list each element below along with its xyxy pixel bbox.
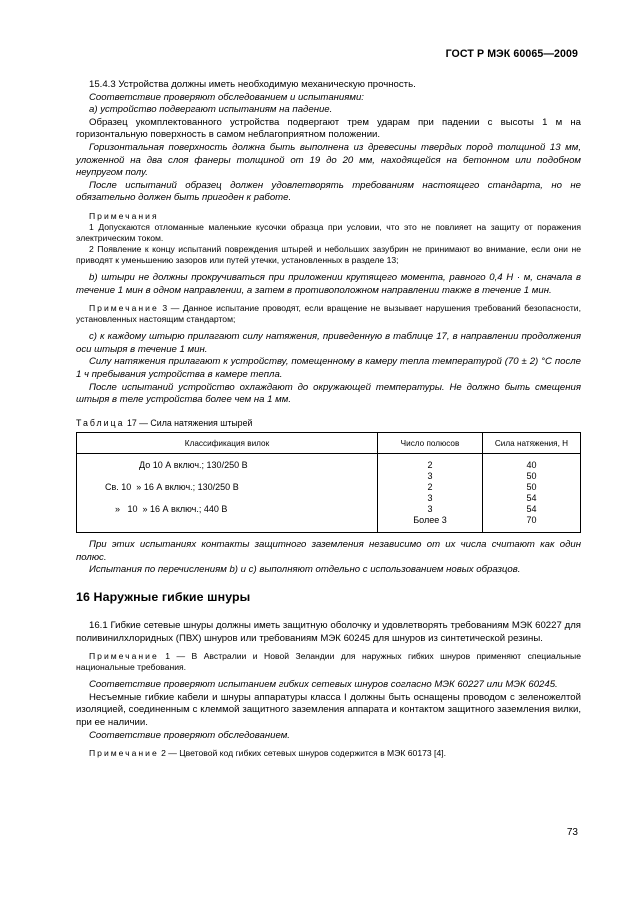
item-b: b) штыри не должны прокручиваться при приложении крутящего момента, равного 0,4 Н · м, сначала в течение 1 мин в одном направлении, а затем в противоположном направлении также в течение 1 мин.	[76, 271, 581, 296]
class-prefix: Св. 10 »	[105, 482, 142, 493]
force-value: 54	[526, 504, 537, 515]
class-prefix: » 10 »	[115, 504, 148, 515]
header-classification: Классификация вилок	[77, 433, 378, 454]
class-text: 16 А включ.; 440 В	[150, 504, 228, 515]
class-row-1	[135, 460, 373, 482]
class-text: 10 А включ.; 130/250 В	[152, 460, 248, 471]
force-value: 50	[526, 482, 537, 493]
poles-cell	[378, 454, 483, 533]
after-test-paragraph: После испытаний образец должен удовлетворять требованиям настоящего стандарта, но не обязательно должен быть пригоден к работе.	[76, 179, 581, 204]
poles-value: 3	[427, 493, 433, 504]
note-2: 2 Появление к концу испытаний повреждения штырей и небольших зазубрин не принимают во внимание, если они не приводят к уменьшению зазоров или путей утечки, установленных в разделе 13;	[76, 243, 581, 265]
standard-code-header: ГОСТ Р МЭК 60065—2009	[445, 48, 578, 60]
poles-value: 3	[427, 471, 433, 482]
clause-16-1: 16.1 Гибкие сетевые шнуры должны иметь защитную оболочку и удовлетворять требованиям МЭК 60227 для поливинилхлоридных (ПВХ) шнуров или требованиям МЭК 60245 для шнуров из синтетической резины.	[76, 620, 581, 644]
page-content	[76, 79, 581, 759]
poles-value: 3	[427, 504, 433, 515]
separate-tests-paragraph: Испытания по перечислениям b) и с) выполняют отдельно с использованием новых образцов.	[89, 564, 521, 576]
note-1: 1 Допускаются отломанные маленькие кусочки образца при условии, что это не повлияет на защиту от поражения электрическим током.	[76, 221, 581, 243]
item-c: с) к каждому штырю прилагают силу натяжения, приведенную в таблице 17, в направлении продолжения оси штыря в течение 1 мин.	[76, 331, 581, 355]
page-number: 73	[566, 827, 578, 838]
item-a: а) устройство подвергают испытаниям на падение.	[89, 104, 333, 116]
force-value: 40	[526, 460, 537, 471]
force-value: 54	[526, 493, 537, 504]
poles-value: Более 3	[413, 515, 447, 526]
surface-paragraph: Горизонтальная поверхность должна быть выполнена из древесины твердых пород толщиной 13 мм, уложенной на два слоя фанеры толщиной от 19 до 20 мм, находящейся на бетонном или подобном неупругом полу.	[76, 141, 581, 179]
compliance-inspection: Соответствие проверяют обследованием.	[89, 729, 290, 741]
table-row	[77, 454, 581, 533]
section-16-title: 16 Наружные гибкие шнуры	[76, 590, 251, 605]
ground-contact-paragraph: При этих испытаниях контакты защитного заземления независимо от их числа считают как один полюс.	[76, 539, 581, 563]
drop-test-paragraph: Образец укомплектованного устройства подвергают трем ударам при падении с высоты 1 м на горизонтальную поверхность в самом неблагоприятном положении.	[76, 116, 581, 141]
class-i-cords: Несъемные гибкие кабели и шнуры аппаратуры класса I должны быть оснащены проводом с зеленожелтой изоляцией, соединенным с клеммой защитного заземления аппарата и контактом защитного заземления вилки, при ее наличии.	[76, 691, 581, 729]
note-3-text: 3 — Данное испытание проводят, если вращение не вызывает нарушения требований безопасности, установленных настоящим стандартом;	[76, 303, 581, 325]
note-label: Примечание	[89, 651, 159, 662]
section16-note-2	[76, 748, 581, 759]
note-text: 1 — В Австралии и Новой Зеландии для наружных гибких шнуров применяют специальные национальные требования.	[76, 651, 581, 673]
compliance-cords: Соответствие проверяют испытанием гибких сетевых шнуров согласно МЭК 60227 или МЭК 60245.	[89, 679, 558, 691]
cooling-paragraph: После испытаний устройство охлаждают до окружающей температуры. Не должно быть смещения штыря в теле устройства более чем на 1 мм.	[76, 381, 581, 406]
note-3	[76, 303, 581, 325]
tension-paragraph: Силу натяжения прилагают к устройству, помещенному в камеру тепла температурой (70 ± 2) °С после 1 ч пребывания устройства в камере тепла.	[76, 356, 581, 380]
class-prefix: До	[139, 460, 151, 471]
poles-value: 2	[427, 460, 433, 471]
poles-value: 2	[427, 482, 433, 493]
force-value: 50	[526, 471, 537, 482]
class-row-2	[105, 482, 373, 504]
section16-note-1	[76, 651, 581, 673]
class-text: 16 А включ.; 130/250 В	[143, 482, 239, 493]
header-force: Сила натяжения, Н	[483, 433, 581, 454]
header-poles: Число полюсов	[378, 433, 483, 454]
notes-heading	[76, 211, 581, 222]
note-label: Примечание	[89, 748, 159, 759]
clause-15-4-3: 15.4.3 Устройства должны иметь необходимую механическую прочность.	[89, 79, 416, 90]
table-17	[76, 432, 581, 533]
class-row-3	[105, 504, 373, 526]
table-caption-text: 17 — Сила натяжения штырей	[126, 417, 253, 428]
compliance-statement: Соответствие проверяют обследованием и испытаниями:	[89, 91, 364, 103]
classification-cell	[77, 454, 378, 533]
note-3-label: Примечание	[89, 303, 159, 314]
force-value: 70	[526, 515, 537, 526]
notes-heading-text: Примечания	[89, 210, 159, 221]
table-caption-word: Таблица	[76, 417, 125, 428]
table-17-caption	[76, 417, 581, 430]
note-text: 2 — Цветовой код гибких сетевых шнуров содержится в МЭК 60173 [4].	[161, 748, 446, 759]
force-cell	[483, 454, 581, 533]
